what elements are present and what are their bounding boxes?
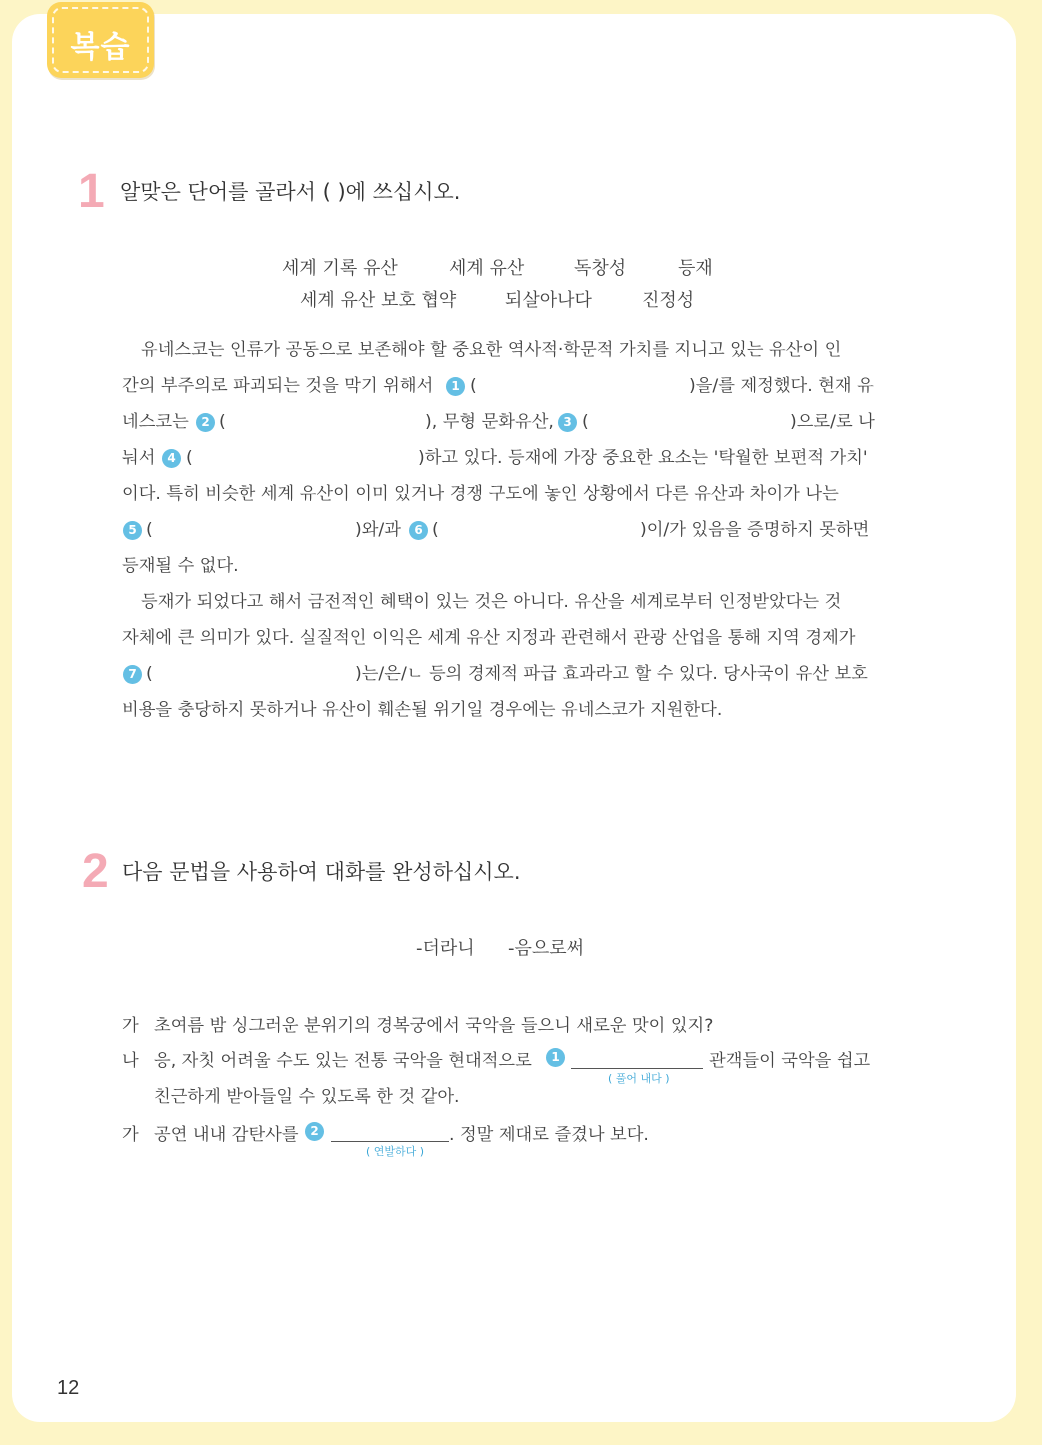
- dialogue-line: . 정말 제대로 즐겼나 보다.: [449, 1125, 649, 1145]
- blank-6-badge: 6: [409, 521, 428, 540]
- question-2-number: 2: [82, 845, 109, 898]
- passage-line: )으로/로 나: [790, 412, 875, 432]
- question-1-number: 1: [78, 165, 105, 218]
- question-1-instruction: 알맞은 단어를 골라서 ( )에 쓰십시오.: [120, 180, 461, 204]
- blank-1-badge: 1: [446, 377, 465, 396]
- blank-1-open: (: [470, 376, 477, 396]
- passage-line: 등재가 되었다고 해서 금전적인 혜택이 있는 것은 아니다. 유산을 세계로부터 인정받았다는 것: [141, 592, 842, 612]
- passage-line: 비용을 충당하지 못하거나 유산이 훼손될 위기일 경우에는 유네스코가 지원한다.: [122, 700, 723, 720]
- passage-line: )을/를 제정했다. 현재 유: [689, 376, 874, 396]
- passage-line: 이다. 특히 비슷한 세계 유산이 이미 있거나 경쟁 구도에 놓인 상황에서 다른 유산과 차이가 나는: [122, 484, 839, 504]
- blank-5-open: (: [146, 520, 153, 540]
- passage-line: )하고 있다. 등재에 가장 중요한 요소는 '탁월한 보편적 가치': [418, 448, 868, 468]
- answer-2-badge: 2: [305, 1122, 324, 1141]
- passage-line: )이/가 있음을 증명하지 못하면: [640, 520, 870, 540]
- dialogue-line: 공연 내내 감탄사를: [154, 1125, 299, 1145]
- word-bank-item: 세계 유산: [449, 258, 525, 279]
- grammar-item: -음으로써: [508, 938, 585, 959]
- question-2-instruction: 다음 문법을 사용하여 대화를 완성하십시오.: [122, 860, 521, 884]
- dialogue-speaker: 나: [122, 1051, 139, 1071]
- passage-line: 유네스코는 인류가 공동으로 보존해야 할 중요한 역사적·학문적 가치를 지니고 있는 유산이 인: [141, 340, 842, 360]
- blank-2-open: (: [219, 412, 226, 432]
- passage-line: )와/과: [355, 520, 401, 540]
- answer-1-badge: 1: [546, 1048, 565, 1067]
- answer-1-hint: ( 풀어 내다 ): [608, 1072, 670, 1085]
- review-tab: [47, 2, 154, 78]
- word-bank-item: 등재: [678, 258, 713, 279]
- grammar-item: -더라니: [416, 938, 475, 959]
- dialogue-line: 응, 자칫 어려울 수도 있는 전통 국악을 현대적으로: [154, 1051, 532, 1071]
- dialogue-line: 초여름 밤 싱그러운 분위기의 경복궁에서 국악을 들으니 새로운 맛이 있지?: [154, 1016, 714, 1036]
- blank-7-open: (: [146, 664, 153, 684]
- blank-7-badge: 7: [123, 665, 142, 684]
- word-bank-item: 세계 유산 보호 협약: [300, 290, 457, 311]
- blank-4-open: (: [186, 448, 193, 468]
- review-tab-label: 복습: [70, 30, 131, 65]
- dialogue-line: 친근하게 받아들일 수 있도록 한 것 같아.: [154, 1087, 460, 1107]
- blank-3-open: (: [582, 412, 589, 432]
- word-bank-item: 독창성: [574, 258, 627, 279]
- answer-2-hint: ( 연발하다 ): [366, 1145, 425, 1158]
- passage-line: 네스코는: [122, 412, 189, 432]
- page-number: 12: [57, 1377, 80, 1399]
- dialogue-speaker: 가: [122, 1125, 139, 1145]
- blank-2-badge: 2: [196, 413, 215, 432]
- passage-line: 등재될 수 없다.: [122, 556, 239, 576]
- blank-3-badge: 3: [558, 413, 577, 432]
- word-bank-item: 진정성: [642, 290, 695, 311]
- blank-5-badge: 5: [123, 521, 142, 540]
- dialogue-line: 관객들이 국악을 쉽고: [709, 1051, 871, 1071]
- passage-line: ), 무형 문화유산,: [425, 412, 554, 432]
- passage-line: 간의 부주의로 파괴되는 것을 막기 위해서: [122, 376, 434, 396]
- word-bank-item: 되살아나다: [505, 290, 592, 311]
- dialogue-speaker: 가: [122, 1016, 139, 1036]
- blank-4-badge: 4: [162, 449, 181, 468]
- passage-line: 자체에 큰 의미가 있다. 실질적인 이익은 세계 유산 지정과 관련해서 관광 산업을 통해 지역 경제가: [122, 628, 856, 648]
- passage-line: 눠서: [122, 448, 156, 468]
- passage-line: )는/은/ㄴ 등의 경제적 파급 효과라고 할 수 있다. 당사국이 유산 보호: [355, 664, 868, 684]
- word-bank-item: 세계 기록 유산: [282, 258, 398, 279]
- answer-1-blank[interactable]: [571, 1068, 703, 1069]
- blank-6-open: (: [432, 520, 439, 540]
- answer-2-blank[interactable]: [331, 1141, 449, 1142]
